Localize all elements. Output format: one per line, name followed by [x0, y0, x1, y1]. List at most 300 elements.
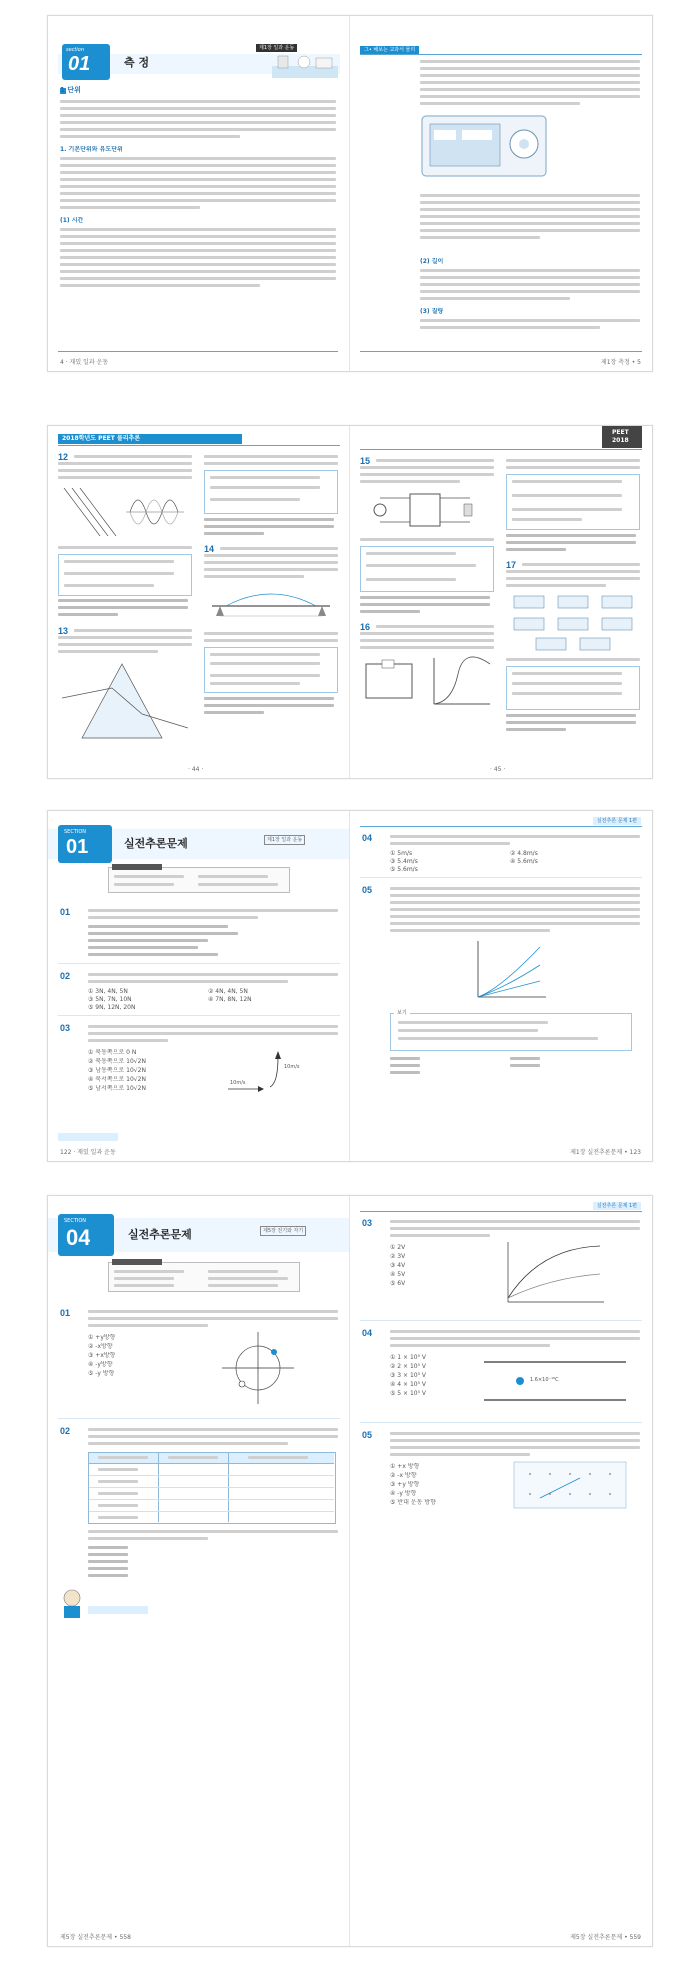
magnetic-field-diagram — [510, 1458, 630, 1512]
choice-line — [510, 1064, 540, 1067]
text-line — [420, 269, 640, 272]
question-number-05: 05 — [362, 1430, 373, 1440]
text-line — [58, 476, 192, 479]
text-line — [210, 476, 320, 479]
choice-line — [506, 548, 566, 551]
text-line — [420, 319, 640, 322]
text-line — [220, 547, 338, 550]
circuit-and-graph — [362, 654, 494, 710]
q04-choice-1: ① 1 × 10⁵ V — [390, 1354, 426, 1361]
q02-choice-3: ③ 5N, 7N, 10N — [88, 996, 132, 1003]
energy-flow-diagram — [512, 592, 636, 652]
text-line — [204, 462, 338, 465]
text-line — [88, 1435, 338, 1438]
question-divider — [58, 963, 340, 964]
text-line — [360, 480, 460, 483]
footer-rule — [360, 351, 642, 352]
text-line — [60, 277, 336, 280]
q05-choice-2: ② -x 방향 — [390, 1472, 417, 1479]
header-rule — [360, 826, 642, 827]
q03-choice-4: ④ 북서쪽으로 10√2N — [88, 1076, 146, 1083]
q03-choice-1: ① 2V — [390, 1244, 406, 1251]
text-line — [360, 639, 494, 642]
choice-line — [88, 925, 228, 928]
running-header: 실전추론 문제 1편 — [593, 817, 641, 825]
choice-line — [204, 711, 264, 714]
text-line — [58, 643, 192, 646]
footer-band — [88, 1606, 148, 1614]
text-line — [60, 121, 336, 124]
banner-rule — [360, 449, 642, 450]
text-line — [88, 1428, 338, 1431]
text-line — [398, 1037, 598, 1040]
running-header: 그• 해보는 교과서 물리 — [360, 46, 419, 54]
text-line — [512, 480, 622, 483]
text-line — [390, 894, 640, 897]
text-line — [64, 572, 174, 575]
page-footer: 4 · 재밌 일과 운동 — [60, 359, 109, 366]
choice-line — [88, 1546, 128, 1549]
checklist-item — [208, 1284, 278, 1287]
q02-choice-4: ④ 7N, 8N, 12N — [208, 996, 252, 1003]
text-line — [420, 102, 580, 105]
q03-choice-3: ③ 4V — [390, 1262, 406, 1269]
choice-line — [88, 1560, 128, 1563]
choice-line — [506, 541, 636, 544]
table-row-rule — [89, 1511, 334, 1512]
q01-choice-4: ④ -y방향 — [88, 1361, 113, 1368]
text-line — [210, 653, 320, 656]
page-footer: 제1장 실전추론문제 • 123 — [570, 1149, 641, 1156]
question-divider — [360, 1320, 642, 1321]
text-line — [60, 135, 240, 138]
text-line — [390, 901, 640, 904]
header-rule — [360, 54, 642, 55]
text-line — [390, 908, 640, 911]
text-line — [522, 563, 640, 566]
choice-line — [360, 603, 490, 606]
checklist-title — [112, 864, 162, 870]
text-line — [420, 326, 600, 329]
text-line — [420, 290, 640, 293]
text-line — [366, 552, 456, 555]
section-number: 04 — [66, 1225, 91, 1250]
question-divider — [58, 1418, 340, 1419]
text-line — [60, 171, 336, 174]
exam-banner: 2018학년도 PEET 물리추론 — [58, 434, 242, 444]
question-number-02: 02 — [60, 971, 71, 981]
text-line — [512, 692, 622, 695]
spread-2 — [47, 425, 653, 779]
q04-choice-2: ② 2 × 10⁵ V — [390, 1363, 426, 1370]
choice-line — [360, 596, 490, 599]
text-line — [204, 554, 338, 557]
section-title: 측 정 — [124, 56, 150, 69]
prism-diagram — [62, 658, 190, 742]
text-line — [390, 1439, 640, 1442]
text-line — [398, 1021, 548, 1024]
text-line — [366, 578, 456, 581]
q04-choice-3: ③ 5.4m/s — [390, 858, 418, 865]
choice-line — [58, 599, 188, 602]
table-cell — [98, 1492, 138, 1495]
question-number-01: 01 — [60, 907, 71, 917]
checklist-box — [108, 867, 290, 893]
choice-line — [88, 946, 198, 949]
q04-choice-4: ④ 5.6m/s — [510, 858, 538, 865]
text-line — [60, 270, 336, 273]
choice-line — [506, 721, 636, 724]
text-line — [204, 575, 304, 578]
q05-choice-4: ④ -y 방향 — [390, 1490, 417, 1497]
question-number-16: 16 — [360, 622, 371, 632]
text-line — [210, 498, 300, 501]
page-number: · 44 · — [188, 766, 204, 773]
q01-choice-5: ⑤ -y 방향 — [88, 1370, 115, 1377]
page-footer: 제5장 실전추론문제 • 559 — [570, 1934, 641, 1941]
subhead-time: (1) 시간 — [60, 217, 84, 224]
text-line — [88, 1324, 208, 1327]
q03-choice-3: ③ 남동쪽으로 10√2N — [88, 1067, 146, 1074]
text-line — [420, 208, 640, 211]
q02-choice-1: ① 3N, 4N, 5N — [88, 988, 128, 995]
peet-year: 2018 — [612, 437, 629, 444]
text-line — [390, 1227, 640, 1230]
text-line — [204, 568, 338, 571]
text-line — [210, 662, 320, 665]
text-line — [60, 242, 336, 245]
text-line — [506, 584, 606, 587]
page-footer: 제5장 실전추론문제 • 558 — [60, 1934, 131, 1941]
potential-graph — [500, 1238, 610, 1308]
text-line — [60, 164, 336, 167]
text-line — [88, 1442, 288, 1445]
text-line — [390, 1234, 490, 1237]
text-line — [204, 561, 338, 564]
section-word: SECTION — [64, 829, 87, 835]
text-line — [398, 1029, 538, 1032]
peet-word: PEET — [612, 429, 629, 436]
checklist-item — [114, 1284, 174, 1287]
text-line — [366, 564, 476, 567]
checklist-item — [198, 883, 278, 886]
text-line — [88, 909, 338, 912]
section-badge — [58, 1214, 114, 1256]
text-line — [390, 1344, 550, 1347]
choice-line — [204, 518, 334, 521]
lab-illustration — [270, 52, 342, 80]
text-line — [60, 100, 336, 103]
text-line — [420, 81, 640, 84]
page-4 — [48, 16, 350, 371]
text-line — [376, 625, 494, 628]
question-divider — [360, 1422, 642, 1423]
q03-choice-5: ⑤ 남서쪽으로 10√2N — [88, 1085, 146, 1092]
question-divider — [58, 1015, 340, 1016]
text-line — [420, 222, 640, 225]
question-number-17: 17 — [506, 560, 517, 570]
text-line — [74, 629, 192, 632]
table-cell — [98, 1456, 148, 1459]
question-number-13: 13 — [58, 626, 69, 636]
text-line — [420, 276, 640, 279]
question-number-14: 14 — [204, 544, 215, 554]
text-line — [58, 462, 192, 465]
text-line — [512, 672, 622, 675]
q05-choice-3: ③ +y 방향 — [390, 1481, 420, 1488]
text-line — [204, 455, 338, 458]
text-line — [376, 459, 494, 462]
choice-line — [506, 714, 636, 717]
spread-1 — [47, 15, 653, 372]
text-line — [360, 646, 494, 649]
q02-choice-2: ② 4N, 4N, 5N — [208, 988, 248, 995]
text-line — [512, 682, 622, 685]
choice-line — [88, 1553, 128, 1556]
q03-choice-5: ⑤ 6V — [390, 1280, 406, 1287]
section-word: section — [66, 47, 85, 53]
section-title: 실전추론문제 — [128, 1228, 192, 1241]
page-123 — [350, 811, 651, 1161]
text-line — [74, 455, 192, 458]
text-line — [210, 486, 320, 489]
north-velocity-label: 10m/s — [284, 1064, 300, 1070]
text-line — [390, 835, 640, 838]
question-number-03: 03 — [60, 1023, 71, 1033]
page-558 — [48, 1196, 350, 1946]
choice-line — [506, 534, 636, 537]
charge-label: 1.6×10⁻¹⁹C — [530, 1377, 559, 1383]
text-line — [60, 228, 336, 231]
text-line — [420, 236, 540, 239]
text-line — [420, 229, 640, 232]
text-line — [60, 284, 260, 287]
text-line — [506, 577, 640, 580]
text-line — [420, 74, 640, 77]
text-line — [420, 60, 640, 63]
question-number-03: 03 — [362, 1218, 373, 1228]
text-line — [390, 1337, 640, 1340]
table-cell — [248, 1456, 308, 1459]
text-line — [420, 297, 570, 300]
section-number: 01 — [68, 53, 91, 75]
text-line — [420, 88, 640, 91]
checklist-item — [208, 1277, 288, 1280]
checklist-item — [114, 875, 184, 878]
velocity-graph — [470, 937, 550, 1003]
text-line — [390, 1453, 530, 1456]
checklist-item — [198, 875, 268, 878]
choice-line — [390, 1071, 420, 1074]
section-badge — [58, 825, 112, 863]
text-line — [60, 256, 336, 259]
bogi-label: 보기 — [394, 1009, 410, 1017]
text-line — [58, 650, 158, 653]
text-line — [506, 570, 640, 573]
section-badge — [62, 44, 110, 80]
text-line — [420, 95, 640, 98]
page-44 — [48, 426, 350, 778]
section-number: 01 — [66, 836, 89, 858]
question-number-15: 15 — [360, 456, 371, 466]
choice-line — [58, 613, 118, 616]
text-line — [88, 1032, 338, 1035]
question-number-01: 01 — [60, 1308, 71, 1318]
choice-line — [204, 532, 264, 535]
question-number-04: 04 — [362, 833, 373, 843]
table-row-rule — [89, 1475, 334, 1476]
text-line — [512, 494, 622, 497]
question-divider — [360, 877, 642, 878]
section-title: 실전추론문제 — [124, 837, 188, 850]
footer-rule — [58, 351, 338, 352]
text-line — [390, 915, 640, 918]
text-line — [88, 1537, 208, 1540]
text-line — [60, 192, 336, 195]
text-line — [64, 584, 154, 587]
choice-line — [360, 610, 420, 613]
choice-line — [88, 939, 208, 942]
choice-line — [390, 1057, 420, 1060]
text-line — [204, 632, 338, 635]
text-line — [88, 1310, 338, 1313]
heading-unit: 1 단위 — [60, 86, 81, 94]
text-line — [58, 546, 192, 549]
text-line — [60, 206, 200, 209]
text-line — [420, 67, 640, 70]
text-line — [88, 1039, 168, 1042]
text-line — [390, 1446, 640, 1449]
table-row-rule — [89, 1499, 334, 1500]
page-45 — [350, 426, 651, 778]
mascot-illustration — [52, 1586, 92, 1620]
choice-line — [204, 697, 334, 700]
text-line — [88, 1530, 338, 1533]
choice-line — [506, 728, 566, 731]
table-row-rule — [89, 1463, 334, 1464]
q04-choice-5: ⑤ 5 × 10⁵ V — [390, 1390, 426, 1397]
text-line — [60, 249, 336, 252]
choice-line — [204, 525, 334, 528]
table-cell — [98, 1516, 138, 1519]
text-line — [60, 107, 336, 110]
text-line — [88, 973, 338, 976]
page-footer: 제1장 측정 • 5 — [600, 359, 641, 366]
text-line — [390, 1330, 640, 1333]
spread-4 — [47, 1195, 653, 1947]
text-line — [210, 674, 320, 677]
text-line — [506, 466, 640, 469]
q03-choice-4: ④ 5V — [390, 1271, 406, 1278]
q01-choice-1: ① +y방향 — [88, 1334, 116, 1341]
subhead-base-units: 1. 기본단위와 유도단위 — [60, 146, 123, 153]
table-cell — [168, 1456, 218, 1459]
text-line — [88, 980, 288, 983]
text-line — [60, 185, 336, 188]
checklist-item — [114, 1270, 184, 1273]
q01-choice-3: ③ +x방향 — [88, 1352, 116, 1359]
choice-line — [204, 704, 334, 707]
q03-choice-2: ② 북동쪽으로 10√2N — [88, 1058, 146, 1065]
text-line — [60, 199, 336, 202]
text-line — [360, 538, 494, 541]
chapter-tag: 제5장 전기와 자기 — [260, 1226, 306, 1236]
q02-choice-5: ⑤ 9N, 12N, 20N — [88, 1004, 136, 1011]
footer-band — [58, 1133, 118, 1141]
subhead-length: (2) 길이 — [420, 258, 444, 265]
text-line — [60, 128, 336, 131]
q03-choice-2: ② 3V — [390, 1253, 406, 1260]
page-5 — [350, 16, 651, 371]
page-559 — [350, 1196, 651, 1946]
text-line — [506, 459, 640, 462]
q04-choice-3: ③ 3 × 10⁵ V — [390, 1372, 426, 1379]
q04-choice-4: ④ 4 × 10⁵ V — [390, 1381, 426, 1388]
text-line — [88, 1025, 338, 1028]
text-line — [360, 466, 494, 469]
choice-line — [510, 1057, 540, 1060]
banner-rule — [58, 445, 340, 446]
text-line — [210, 682, 300, 685]
page-122 — [48, 811, 350, 1161]
q04-choice-1: ① 5m/s — [390, 850, 413, 857]
question-number-05: 05 — [362, 885, 373, 895]
text-line — [420, 194, 640, 197]
text-line — [88, 1317, 338, 1320]
question-number-02: 02 — [60, 1426, 71, 1436]
q04-choice-2: ② 4.8m/s — [510, 850, 538, 857]
wave-diagram — [60, 484, 190, 540]
q05-choice-5: ⑤ 반대 운동 방향 — [390, 1499, 436, 1506]
east-velocity-label: 10m/s — [230, 1080, 246, 1086]
choice-line — [88, 932, 238, 935]
text-line — [506, 658, 640, 661]
text-line — [390, 929, 550, 932]
choice-line — [88, 1574, 128, 1577]
text-line — [58, 469, 192, 472]
chapter-tag: 제1장 일과 운동 — [264, 835, 305, 845]
text-line — [390, 922, 640, 925]
choice-line — [58, 606, 188, 609]
text-line — [390, 1432, 640, 1435]
choice-line — [88, 953, 218, 956]
page-footer: 122 · 재밌 일과 운동 — [60, 1149, 116, 1156]
checklist-item — [208, 1270, 278, 1273]
checklist-title — [112, 1259, 162, 1265]
text-line — [60, 157, 336, 160]
chapter-tag: 제1장 일과 운동 — [256, 44, 297, 52]
choice-line — [390, 1064, 420, 1067]
text-line — [420, 201, 640, 204]
text-line — [88, 916, 258, 919]
checklist-item — [114, 883, 174, 886]
text-line — [58, 636, 192, 639]
page-number: · 45 · — [490, 766, 506, 773]
text-line — [420, 215, 640, 218]
q05-choice-1: ① +x 방향 — [390, 1463, 420, 1470]
text-line — [420, 283, 640, 286]
text-line — [60, 235, 336, 238]
table-row-rule — [89, 1487, 334, 1488]
text-line — [360, 473, 494, 476]
running-header: 실전추론 문제 1편 — [593, 1202, 641, 1210]
velocity-vector-diagram — [218, 1047, 308, 1097]
text-line — [360, 632, 494, 635]
text-line — [390, 1220, 640, 1223]
checklist-item — [114, 1277, 174, 1280]
question-number-12: 12 — [58, 452, 69, 462]
q03-choice-1: ① 북동쪽으로 0 N — [88, 1049, 137, 1056]
